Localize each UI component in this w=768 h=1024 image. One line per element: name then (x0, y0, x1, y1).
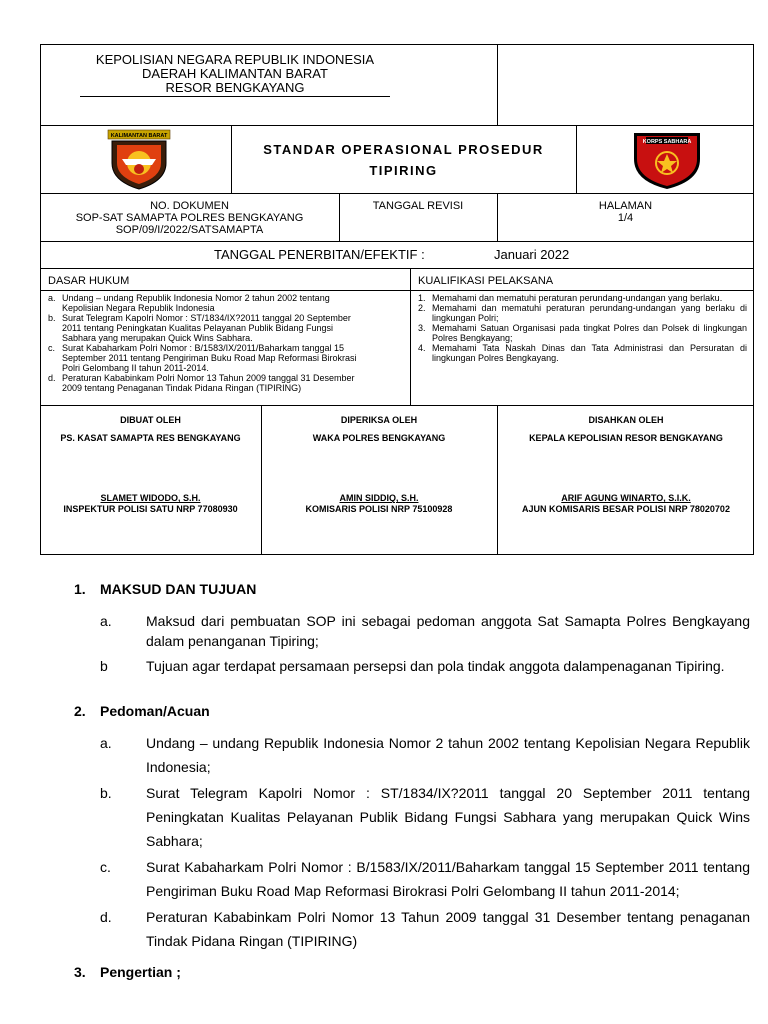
page-number-label: HALAMAN (598, 200, 653, 212)
signature-rank: INSPEKTUR POLISI SATU NRP 77080930 (63, 504, 238, 514)
title-line-2: TIPIRING (369, 163, 438, 178)
signature-block-approved (500, 415, 752, 515)
list-item (48, 313, 360, 343)
list-item-marker: 3. (418, 323, 426, 333)
section-1-item-marker: b (100, 658, 108, 674)
list-item-text: Memahami Satuan Organisasi pada tingkat Polres dan Polsek di lingkungan Polres Bengkayang; (432, 323, 747, 343)
section-2-item (100, 731, 750, 779)
legal-basis-list (48, 293, 360, 393)
signature-name: ARIF AGUNG WINARTO, S.I.K. (561, 493, 691, 503)
document-number-label: NO. DOKUMEN (150, 200, 229, 212)
signature-name: SLAMET WIDODO, S.H. (100, 493, 201, 503)
qualification-heading: KUALIFIKASI PELAKSANA (418, 275, 554, 287)
section-2-item-marker: a. (100, 735, 112, 751)
list-item-marker: 4. (418, 343, 426, 353)
divider (40, 268, 754, 269)
org-underline (80, 96, 390, 97)
signature-rank: KOMISARIS POLISI NRP 75100928 (305, 504, 453, 514)
signature-position: KEPALA KEPOLISIAN RESOR BENGKAYANG (529, 433, 723, 443)
section-2-item (100, 781, 750, 853)
org-line-1: KEPOLISIAN NEGARA REPUBLIK INDONESIA (95, 52, 375, 67)
section-2-item-text: Surat Telegram Kapolri Nomor : ST/1834/IX?2011 tanggal 20 September 2011 tentang Peningkatan Kualitas Pelayanan Publik Bidang Fungsi Sabhara yang merupakan Quick Wins Sabhara; (146, 785, 750, 849)
document-number-code: SOP/09/I/2022/SATSAMAPTA (115, 224, 264, 236)
divider (40, 405, 754, 406)
list-item-marker: 1. (418, 293, 426, 303)
list-item-marker: b. (48, 313, 56, 323)
list-item-text: Surat Kabaharkam Polri Nomor : B/1583/IX/2011/Baharkam tanggal 15 September 2011 tentang Pengiriman Buku Road Map Reformasi Birokrasi Polri Gelombang II tahun 2011-2014. (62, 343, 357, 373)
signature-name: AMIN SIDDIQ, S.H. (339, 493, 419, 503)
section-2-item (100, 855, 750, 903)
signature-rank: AJUN KOMISARIS BESAR POLISI NRP 78020702 (522, 504, 730, 514)
section-2-item-marker: c. (100, 859, 111, 875)
section-2-item-text: Undang – undang Republik Indonesia Nomor 2 tahun 2002 tentang Kepolisian Negara Republik Indonesia; (146, 735, 750, 775)
document-number-cell (40, 200, 339, 236)
revision-date-label: TANGGAL REVISI (372, 200, 464, 212)
divider (497, 44, 498, 125)
korps-sabhara-logo (632, 129, 702, 191)
list-item (418, 293, 747, 303)
signature-position: PS. KASAT SAMAPTA RES BENGKAYANG (60, 433, 241, 443)
list-item (48, 293, 360, 313)
list-item-text: Memahami Tata Naskah Dinas dan Tata Administrasi dan Persuratan di lingkungan Polres Bengkayang. (432, 343, 747, 363)
list-item-text: Peraturan Kababinkam Polri Nomor 13 Tahun 2009 tanggal 31 Desember 2009 tentang Penaganan Tindak Pidana Ringan (TIPIRING) (62, 373, 355, 393)
title-line-1: STANDAR OPERASIONAL PROSEDUR (263, 142, 544, 157)
svg-text:KALIMANTAN BARAT: KALIMANTAN BARAT (110, 133, 168, 139)
list-item (48, 373, 360, 393)
section-1-item: Maksud dari pembuatan SOP ini sebagai pedoman anggota Sat Samapta Polres Bengkayang dalam penanganan Tipiring; (146, 613, 750, 649)
signature-heading: DIBUAT OLEH (120, 415, 181, 425)
section-2-number: 2. (74, 703, 86, 719)
list-item (418, 303, 747, 323)
signature-block-reviewed (265, 415, 493, 515)
divider (40, 125, 754, 126)
signature-heading: DIPERIKSA OLEH (340, 415, 418, 425)
section-2-item-marker: d. (100, 909, 112, 925)
divider (40, 193, 754, 194)
document-title (231, 139, 576, 181)
svg-text:KORPS SABHARA: KORPS SABHARA (642, 139, 692, 145)
legal-basis-heading: DASAR HUKUM (48, 275, 130, 287)
signature-position: WAKA POLRES BENGKAYANG (312, 433, 446, 443)
section-2-item-text: Surat Kabaharkam Polri Nomor : B/1583/IX/2011/Baharkam tanggal 15 September 2011 tentang Pengiriman Buku Road Map Reformasi Birokrasi Polri Gelombang II tahun 2011-2014; (146, 859, 750, 899)
qualification-list (418, 293, 747, 363)
section-2-item (100, 905, 750, 953)
effective-date-label: TANGGAL PENERBITAN/EFEKTIF : (214, 247, 425, 262)
list-item (418, 323, 747, 343)
section-2-item-marker: b. (100, 785, 112, 801)
effective-date-value: Januari 2022 (494, 247, 570, 262)
divider (261, 405, 262, 555)
list-item (48, 343, 360, 373)
section-3-title: Pengertian ; (100, 964, 181, 980)
divider (40, 290, 754, 291)
section-1-number: 1. (74, 581, 86, 597)
organization-name (60, 53, 410, 95)
document-number-value: SOP-SAT SAMAPTA POLRES BENGKAYANG (75, 212, 304, 224)
list-item-marker: a. (48, 293, 56, 303)
list-item-text: Memahami dan mematuhi peraturan perundang-undangan yang berlaku di lingkungan Polri; (432, 303, 747, 323)
polda-kalbar-logo (104, 129, 174, 191)
list-item-marker: d. (48, 373, 56, 383)
list-item-text: Surat Telegram Kapolri Nomor : ST/1834/IX?2011 tanggal 20 September 2011 tentang Peningkatan Kualitas Pelayanan Publik Bidang Fungsi Sabhara yang merupakan Quick Wins Sabhara. (62, 313, 351, 343)
list-item-marker: c. (48, 343, 56, 353)
section-2-title: Pedoman/Acuan (100, 703, 210, 719)
signature-heading: DISAHKAN OLEH (588, 415, 664, 425)
list-item-text: Memahami dan mematuhi peraturan perundang-undangan yang berlaku. (432, 293, 723, 303)
section-2-list (100, 731, 750, 953)
list-item (418, 343, 747, 363)
list-item-marker: 2. (418, 303, 426, 313)
section-3-number: 3. (74, 964, 86, 980)
section-1-item-marker: a. (100, 613, 112, 629)
divider (410, 268, 411, 405)
page-number-value: 1/4 (617, 212, 634, 224)
page-number-cell (497, 200, 754, 224)
list-item-text: Undang – undang Republik Indonesia Nomor 2 tahun 2002 tentang Kepolisian Negara Republik Indonesia (62, 293, 330, 313)
divider (497, 405, 498, 555)
divider (40, 241, 754, 242)
signature-block-prepared (44, 415, 257, 515)
org-line-3: RESOR BENGKAYANG (165, 80, 305, 95)
section-1-item: Tujuan agar terdapat persamaan persepsi dan pola tindak anggota dalampenaganan Tipiring. (146, 658, 725, 674)
org-line-2: DAERAH KALIMANTAN BARAT (142, 66, 328, 81)
divider (576, 125, 577, 193)
section-1-title: MAKSUD DAN TUJUAN (100, 581, 257, 597)
section-2-item-text: Peraturan Kababinkam Polri Nomor 13 Tahun 2009 tanggal 31 Desember tentang penaganan Tindak Pidana Ringan (TIPIRING) (146, 909, 750, 949)
